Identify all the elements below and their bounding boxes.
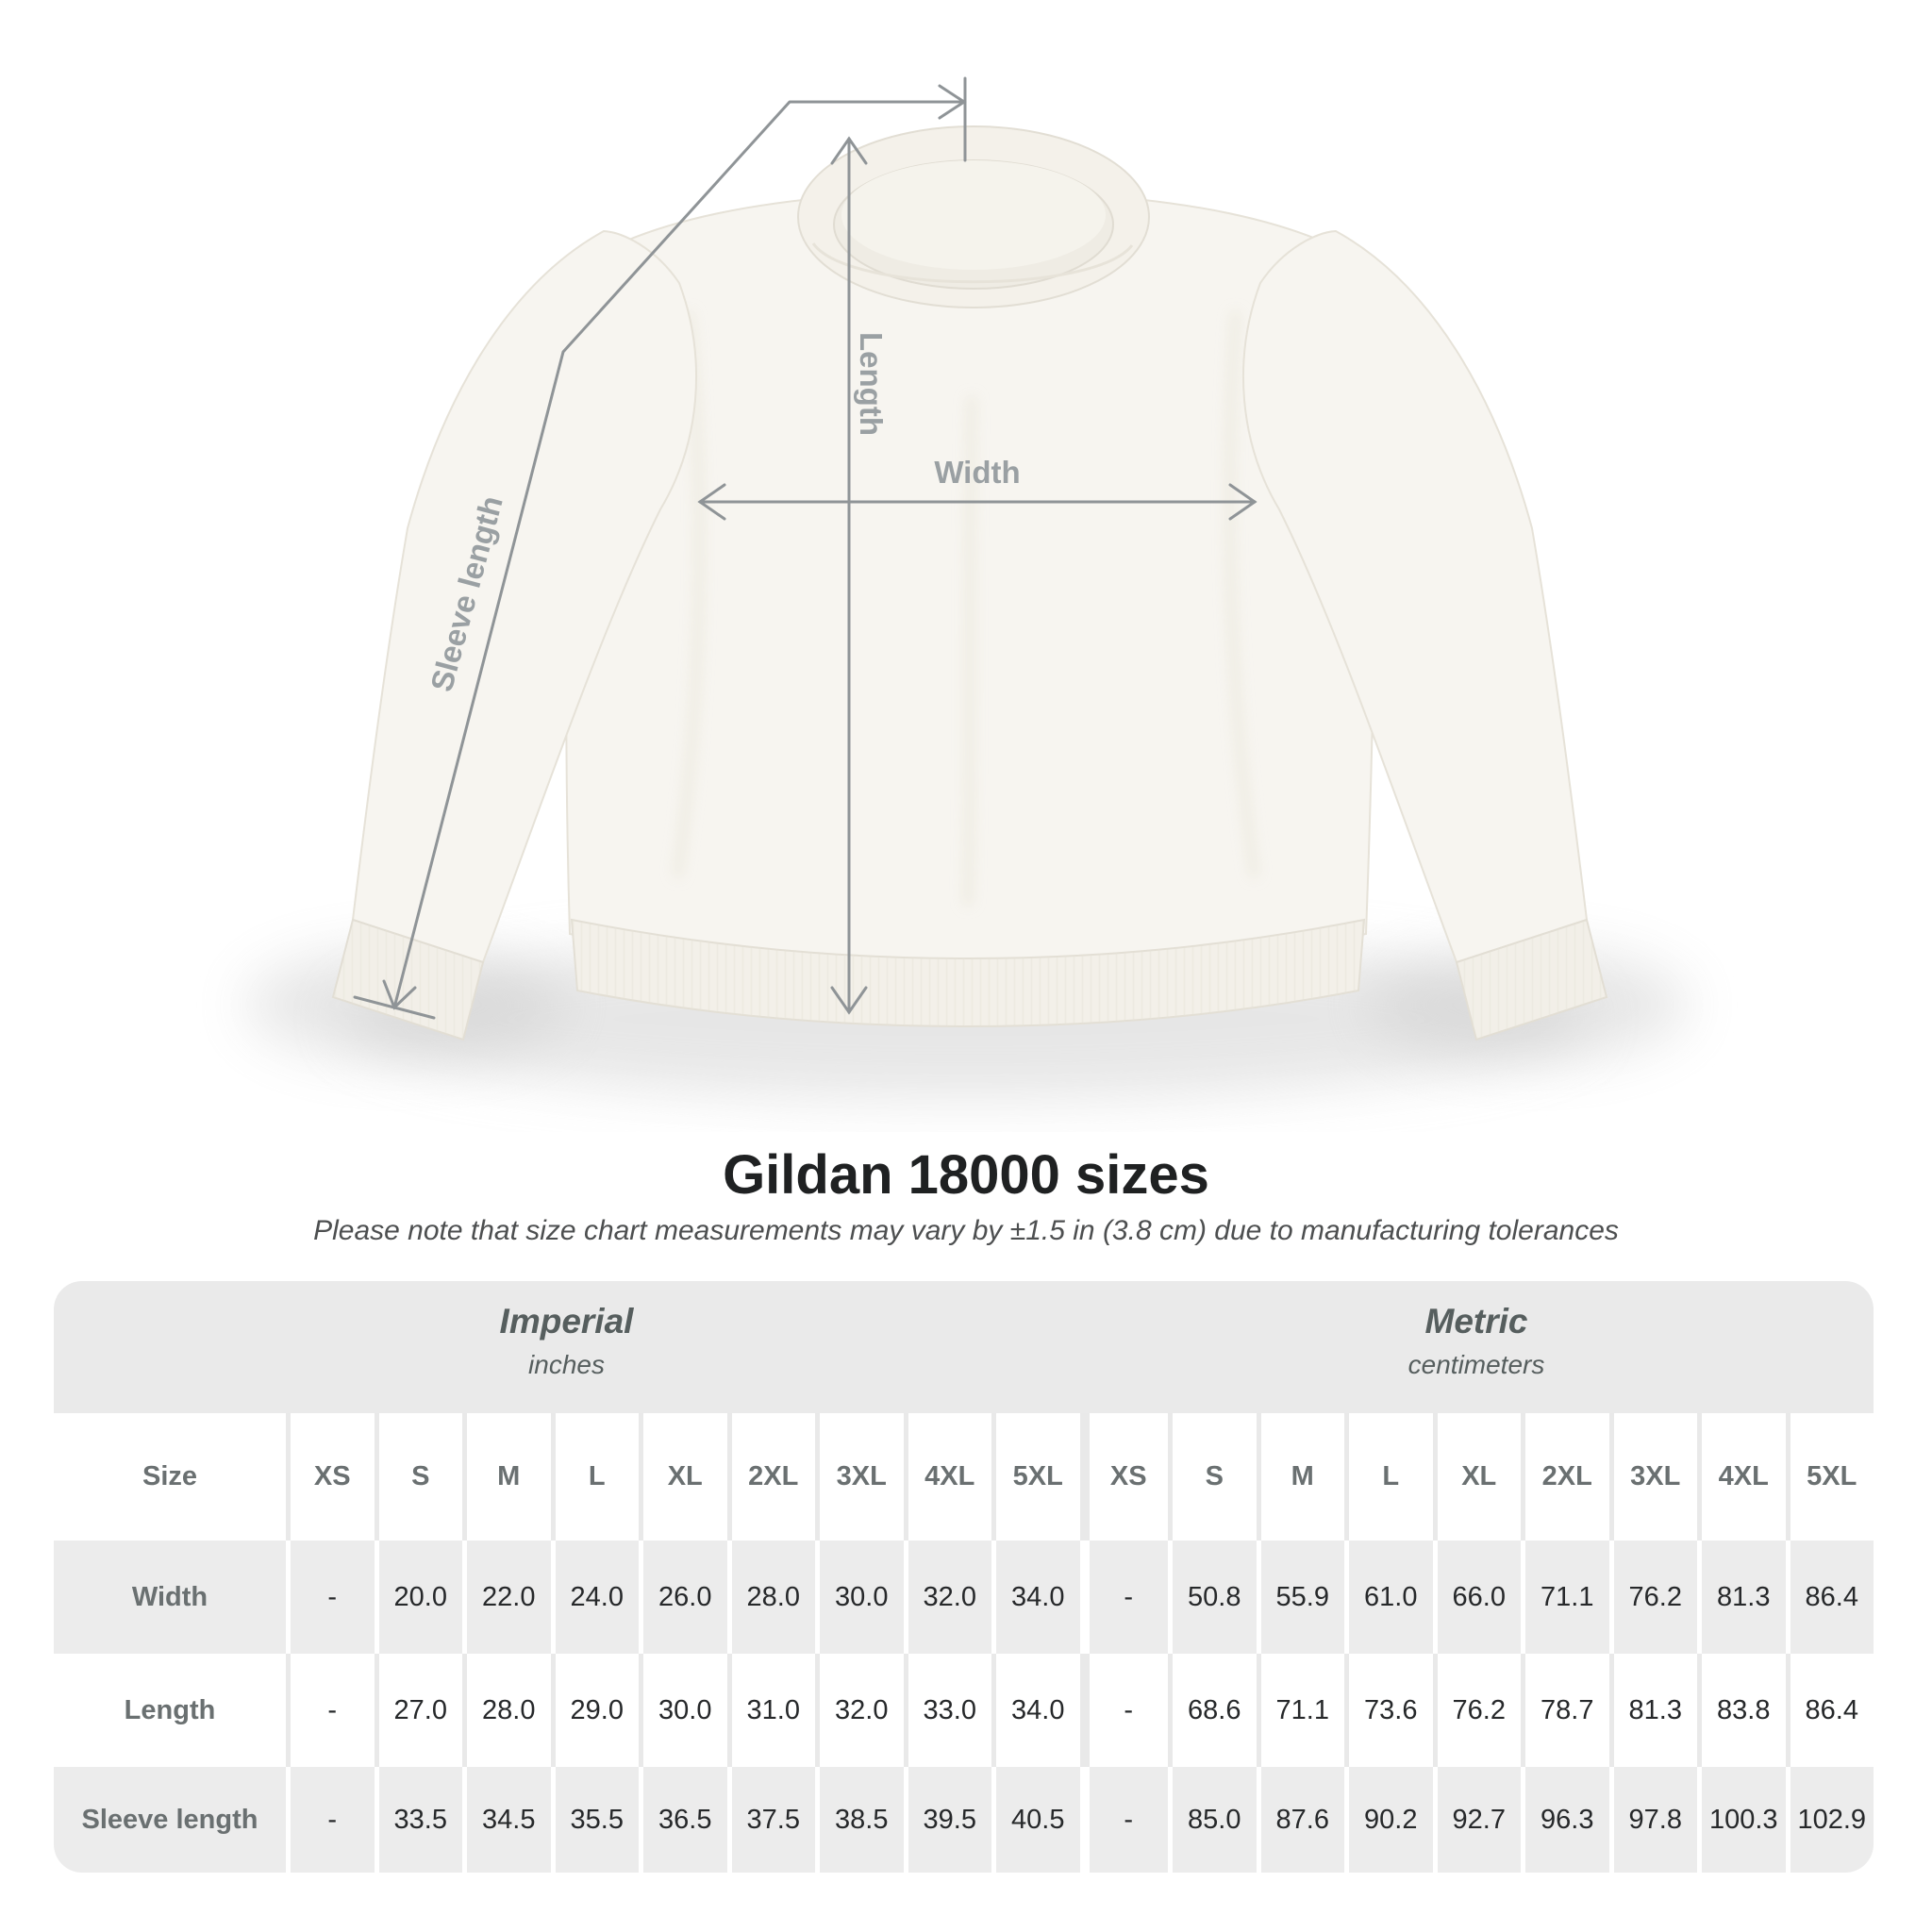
column-header-imperial-xs: XS — [286, 1413, 375, 1541]
sleeve-imperial-xl: 36.5 — [639, 1767, 727, 1873]
sweatshirt-collar — [798, 126, 1149, 308]
length-metric-5xl: 86.4 — [1786, 1654, 1874, 1767]
table-row-length — [54, 1654, 1874, 1767]
length-metric-4xl: 83.8 — [1697, 1654, 1786, 1767]
table-row-sleeve-length — [54, 1767, 1874, 1873]
imperial-section-header — [54, 1298, 1079, 1385]
width-metric-s: 50.8 — [1168, 1541, 1257, 1654]
width-metric-l: 61.0 — [1344, 1541, 1433, 1654]
table-row-width — [54, 1541, 1874, 1654]
sleeve-imperial-l: 35.5 — [551, 1767, 640, 1873]
column-header-imperial-xl: XL — [639, 1413, 727, 1541]
width-metric-m: 55.9 — [1257, 1541, 1345, 1654]
width-metric-xl: 66.0 — [1433, 1541, 1522, 1654]
table-header-row — [54, 1413, 1874, 1541]
sleeve-imperial-4xl: 39.5 — [904, 1767, 992, 1873]
column-header-size: Size — [54, 1413, 286, 1541]
sweatshirt-illustration — [333, 126, 1607, 1040]
column-header-metric-5xl: 5XL — [1786, 1413, 1874, 1541]
tolerance-note: Please note that size chart measurements may vary by ±1.5 in (3.8 cm) due to manufacturing tolerances — [313, 1215, 1619, 1246]
width-imperial-4xl: 32.0 — [904, 1541, 992, 1654]
column-header-imperial-5xl: 5XL — [991, 1413, 1080, 1541]
width-imperial-xl: 26.0 — [639, 1541, 727, 1654]
length-metric-2xl: 78.7 — [1521, 1654, 1609, 1767]
length-imperial-xs: - — [286, 1654, 375, 1767]
width-imperial-5xl: 34.0 — [991, 1541, 1080, 1654]
length-metric-s: 68.6 — [1168, 1654, 1257, 1767]
row-label-width: Width — [54, 1541, 286, 1654]
width-imperial-3xl: 30.0 — [815, 1541, 904, 1654]
imperial-label: Imperial — [499, 1302, 634, 1341]
sleeve-length-label: Sleeve length — [424, 491, 509, 695]
sleeve-imperial-xs: - — [286, 1767, 375, 1873]
width-metric-xs: - — [1080, 1541, 1169, 1654]
length-imperial-2xl: 31.0 — [727, 1654, 816, 1767]
metric-label: Metric — [1424, 1302, 1528, 1341]
length-label: Length — [854, 332, 889, 436]
column-header-metric-l: L — [1344, 1413, 1433, 1541]
size-table — [54, 1281, 1874, 1873]
width-metric-3xl: 76.2 — [1609, 1541, 1698, 1654]
sleeve-metric-4xl: 100.3 — [1697, 1767, 1786, 1873]
column-header-imperial-s: S — [375, 1413, 463, 1541]
length-imperial-5xl: 34.0 — [991, 1654, 1080, 1767]
column-header-metric-xs: XS — [1080, 1413, 1169, 1541]
column-header-imperial-2xl: 2XL — [727, 1413, 816, 1541]
width-imperial-2xl: 28.0 — [727, 1541, 816, 1654]
metric-unit: centimeters — [1407, 1349, 1545, 1379]
row-label-length: Length — [54, 1654, 286, 1767]
width-imperial-l: 24.0 — [551, 1541, 640, 1654]
sleeve-metric-xs: - — [1080, 1767, 1169, 1873]
column-header-metric-2xl: 2XL — [1521, 1413, 1609, 1541]
sleeve-metric-l: 90.2 — [1344, 1767, 1433, 1873]
length-imperial-3xl: 32.0 — [815, 1654, 904, 1767]
imperial-unit: inches — [528, 1349, 605, 1379]
sleeve-metric-s: 85.0 — [1168, 1767, 1257, 1873]
width-imperial-xs: - — [286, 1541, 375, 1654]
column-header-imperial-m: M — [462, 1413, 551, 1541]
width-imperial-m: 22.0 — [462, 1541, 551, 1654]
sleeve-metric-xl: 92.7 — [1433, 1767, 1522, 1873]
sleeve-metric-m: 87.6 — [1257, 1767, 1345, 1873]
sleeve-imperial-5xl: 40.5 — [991, 1767, 1080, 1873]
column-header-imperial-3xl: 3XL — [815, 1413, 904, 1541]
length-metric-3xl: 81.3 — [1609, 1654, 1698, 1767]
width-label: Width — [934, 455, 1021, 490]
sleeve-imperial-2xl: 37.5 — [727, 1767, 816, 1873]
length-imperial-s: 27.0 — [375, 1654, 463, 1767]
sleeve-imperial-m: 34.5 — [462, 1767, 551, 1873]
sleeve-imperial-3xl: 38.5 — [815, 1767, 904, 1873]
length-imperial-xl: 30.0 — [639, 1654, 727, 1767]
length-metric-l: 73.6 — [1344, 1654, 1433, 1767]
length-metric-xs: - — [1080, 1654, 1169, 1767]
width-metric-4xl: 81.3 — [1697, 1541, 1786, 1654]
sleeve-metric-5xl: 102.9 — [1786, 1767, 1874, 1873]
column-header-imperial-4xl: 4XL — [904, 1413, 992, 1541]
column-header-metric-4xl: 4XL — [1697, 1413, 1786, 1541]
length-imperial-m: 28.0 — [462, 1654, 551, 1767]
column-header-metric-s: S — [1168, 1413, 1257, 1541]
unit-band — [54, 1281, 1874, 1413]
sleeve-metric-3xl: 97.8 — [1609, 1767, 1698, 1873]
page-title: Gildan 18000 sizes — [723, 1144, 1209, 1206]
metric-section-header — [1079, 1298, 1874, 1385]
length-imperial-l: 29.0 — [551, 1654, 640, 1767]
column-header-metric-m: M — [1257, 1413, 1345, 1541]
width-metric-2xl: 71.1 — [1521, 1541, 1609, 1654]
row-label-sleeve-length: Sleeve length — [54, 1767, 286, 1873]
width-metric-5xl: 86.4 — [1786, 1541, 1874, 1654]
column-header-metric-3xl: 3XL — [1609, 1413, 1698, 1541]
column-header-imperial-l: L — [551, 1413, 640, 1541]
length-metric-xl: 76.2 — [1433, 1654, 1522, 1767]
column-header-metric-xl: XL — [1433, 1413, 1522, 1541]
sleeve-imperial-s: 33.5 — [375, 1767, 463, 1873]
length-metric-m: 71.1 — [1257, 1654, 1345, 1767]
sleeve-metric-2xl: 96.3 — [1521, 1767, 1609, 1873]
length-imperial-4xl: 33.0 — [904, 1654, 992, 1767]
width-imperial-s: 20.0 — [375, 1541, 463, 1654]
